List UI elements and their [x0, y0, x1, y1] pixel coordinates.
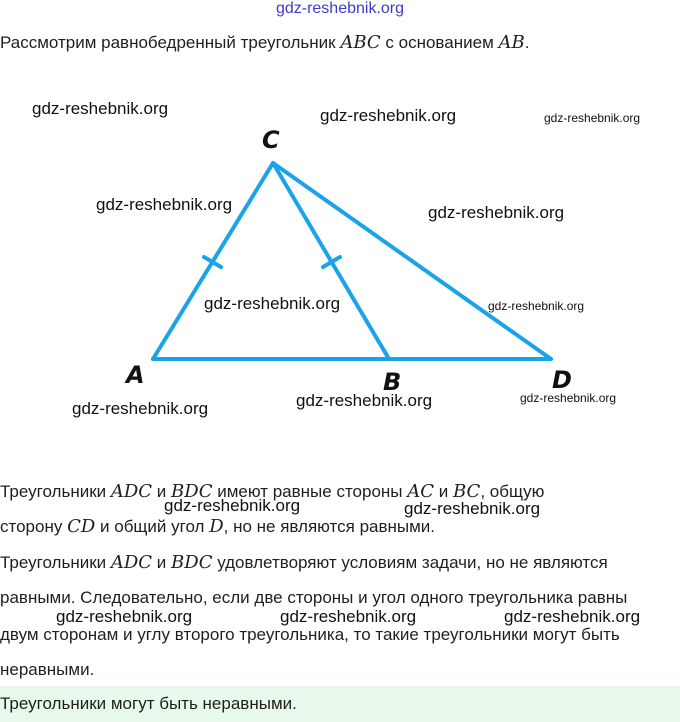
paragraph-2-line-2: равными. Следовательно, если две стороны и угол одного треугольника равны	[0, 588, 628, 607]
math-d: D	[209, 516, 224, 537]
segment-cd	[273, 163, 551, 359]
answer-box	[0, 686, 680, 722]
watermark: gdz-reshebnik.org	[520, 391, 617, 405]
intro-text-2: с основанием	[380, 33, 499, 52]
watermark: gdz-reshebnik.org	[32, 99, 169, 118]
watermark: gdz-reshebnik.org	[72, 399, 209, 418]
math-bdc: BDC	[171, 552, 213, 573]
text: удовлетворяют условиям задачи, но не являются	[212, 553, 608, 572]
watermark-top: gdz-reshebnik.org	[275, 0, 405, 17]
text: , общую	[480, 482, 545, 501]
watermark: gdz-reshebnik.org	[320, 106, 457, 125]
paragraph-2-line-3: двум сторонам и углу второго треугольника, то такие треугольники могут быть	[0, 625, 620, 644]
text: и	[152, 553, 172, 572]
watermark: gdz-reshebnik.org	[544, 111, 641, 125]
vertex-label-b: B	[383, 368, 402, 396]
vertex-label-d: D	[552, 366, 572, 394]
text: и общий угол	[95, 517, 210, 536]
text: имеют равные стороны	[212, 482, 408, 501]
math-ab: AB	[498, 32, 525, 53]
vertex-label-c: C	[262, 126, 280, 154]
answer-text: Треугольники могут быть неравными.	[0, 694, 297, 713]
math-ac: AC	[407, 481, 435, 502]
math-adc: ADC	[110, 552, 153, 573]
watermark: gdz-reshebnik.org	[504, 607, 641, 626]
watermark: gdz-reshebnik.org	[56, 607, 193, 626]
paragraph-2-line-4: неравными.	[0, 660, 95, 679]
intro-text-1: Рассмотрим равнобедренный треугольник	[0, 33, 341, 52]
math-cd: CD	[67, 516, 96, 537]
math-abc: ABC	[340, 32, 381, 53]
watermark: gdz-reshebnik.org	[280, 607, 417, 626]
intro-text-3: .	[524, 33, 530, 52]
text: , но не являются равными.	[223, 517, 436, 536]
watermark: gdz-reshebnik.org	[428, 203, 565, 222]
math-bc: BC	[452, 481, 481, 502]
watermark: gdz-reshebnik.org	[204, 294, 341, 313]
watermark: gdz-reshebnik.org	[164, 496, 301, 515]
text: и	[152, 482, 172, 501]
watermark: gdz-reshebnik.org	[296, 391, 433, 410]
math-adc: ADC	[110, 481, 153, 502]
paragraph-2-line-1	[0, 552, 608, 574]
watermark: gdz-reshebnik.org	[488, 299, 585, 313]
vertex-label-a: A	[126, 361, 145, 389]
math-bdc: BDC	[171, 481, 213, 502]
text: Треугольники	[0, 482, 111, 501]
watermark: gdz-reshebnik.org	[96, 195, 233, 214]
text: Треугольники	[0, 553, 111, 572]
text: сторону	[0, 517, 68, 536]
paragraph-1-line-2	[0, 516, 435, 538]
watermark: gdz-reshebnik.org	[404, 499, 541, 518]
text: и	[434, 482, 453, 501]
